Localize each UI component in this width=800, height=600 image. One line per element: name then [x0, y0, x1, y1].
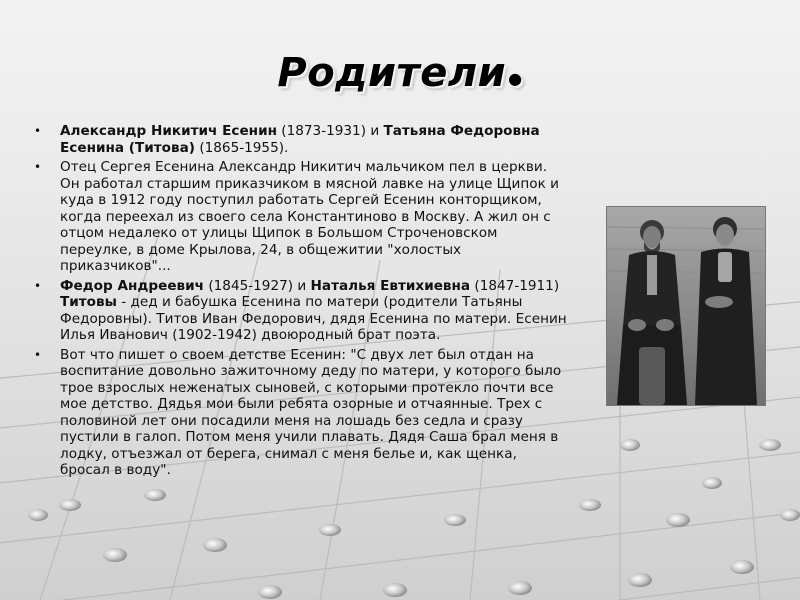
bullet-text: (1845-1927) и [204, 277, 311, 294]
bullet-bold-text: Наталья Евтихиевна [310, 277, 471, 294]
bullet-dot: • [34, 347, 42, 362]
bullet-text: - дед и бабушка Есенина по матери (родители Татьяны Федоровны). Титов Иван Федорович, дядя Есенина по матери. Есенин Илья Иванович (1902-1942) двоюродный брат поэта. [60, 294, 567, 343]
bullet-dot: • [34, 278, 42, 293]
bullet-list [34, 123, 569, 482]
bullet-item [34, 159, 569, 275]
bullet-text: (1865-1955). [195, 139, 289, 156]
bullet-text: (1873-1931) и [276, 123, 384, 139]
bullet-item [34, 123, 569, 156]
bullet-text: (1847-1911) [470, 277, 560, 294]
bullet-text: Вот что пишет о своем детстве Есенин: "С двух лет был отдан на воспитание довольно зажиточному деду по матери, у которого было трое взрослых неженатых сыновей, с которыми протекло почти все мое детство. Дядья мои были ребята озорные и отчаянные. Трех с половиной лет они посадили меня на лошадь без седла и сразу пустили в галоп. Потом меня учили плавать. Дядя Саша брал меня в лодку, отъезжал от берега, снимал с меня белье и, как щенка, бросал в воду". [60, 346, 562, 478]
bullet-item [34, 347, 569, 479]
bullet-bold-text: Александр Никитич Есенин [60, 123, 277, 139]
couple-photo-icon [607, 207, 765, 405]
bullet-dot: • [34, 160, 42, 174]
bullet-bold-text: Титовы [60, 294, 117, 310]
bullet-dot: • [34, 124, 42, 138]
bullet-item [34, 278, 569, 344]
bullet-bold-text: Федор Андреевич [60, 277, 205, 294]
title-mark: ● [508, 69, 523, 88]
title-text: Родители [277, 50, 507, 96]
bullet-text: Отец Сергея Есенина Александр Никитич мальчиком пел в церкви. Он работал старшим приказчиком в мясной лавке на улице Щипок и куда в 1912 году поступил работать Сергей Есенин конторщиком, когда переехал из своего села Константиново в Москву. А жил он с отцом недалеко от улицы Щипок в Большом Строченовском переулке, в доме Крылова, 24, в общежитии "холостых приказчиков"... [60, 159, 559, 274]
page-title [0, 50, 800, 96]
bullet-bold-text: Татьяна Федоровна Есенина (Титова) [60, 123, 540, 156]
